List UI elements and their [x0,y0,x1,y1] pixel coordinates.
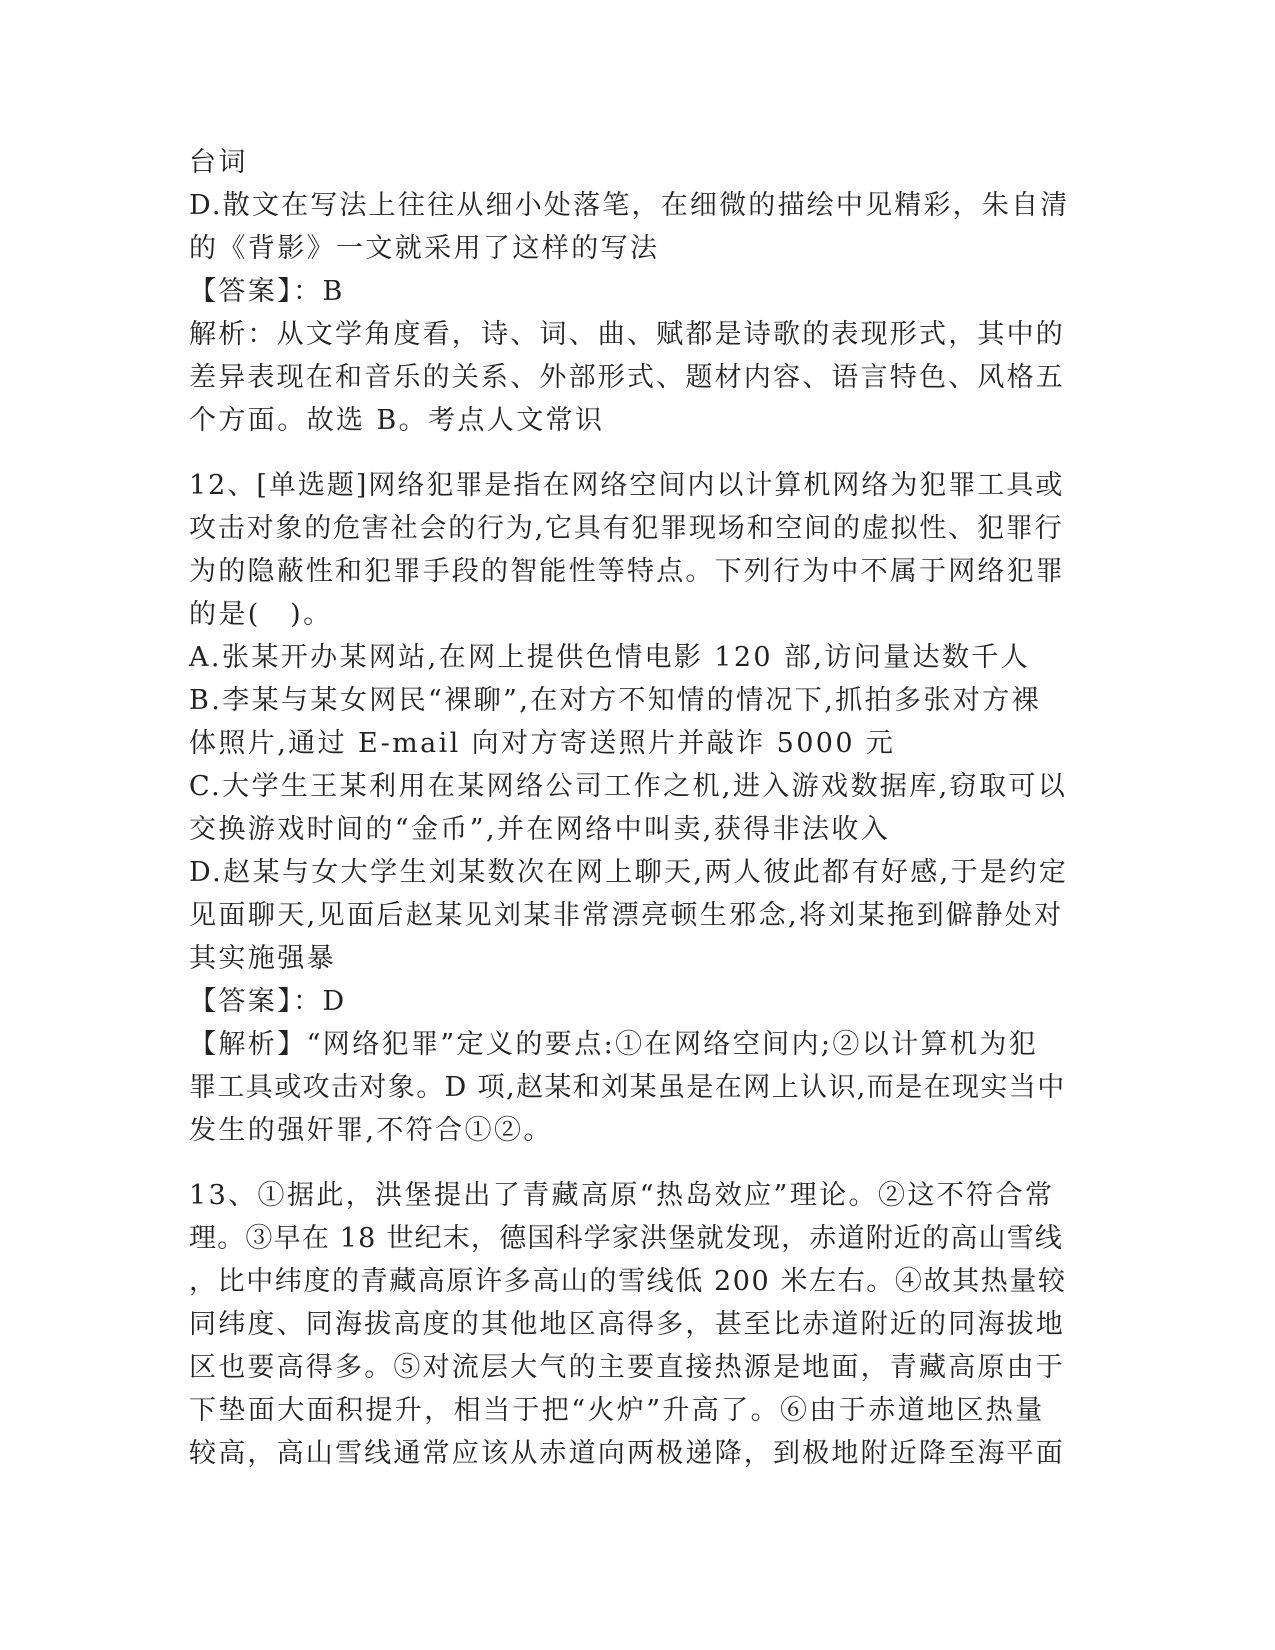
option-a: A.张某开办某网站,在网上提供色情电影 120 部,访问量达数千人 [189,642,1031,673]
question-11-tail [189,141,1069,442]
explanation-line: 差异表现在和音乐的关系、外部形式、题材内容、语言特色、风格五 [189,362,1065,393]
explanation-line: 个方面。故选 B。考点人文常识 [189,405,605,436]
option-d-continued: 其实施强暴 [189,943,336,974]
explanation-line: 解析：从文学角度看，诗、词、曲、赋都是诗歌的表现形式，其中的 [189,319,1065,350]
explanation-line: 罪工具或攻击对象。D 项,赵某和刘某虽是在网上认识,而是在现实当中 [189,1072,1066,1103]
question-stem-line: 理。③早在 18 世纪末，德国科学家洪堡就发现，赤道附近的高山雪线 [189,1223,1064,1254]
text-line: 的《背影》一文就采用了这样的写法 [189,233,660,264]
option-c-continued: 交换游戏时间的“金币”,并在网络中叫卖,获得非法收入 [189,814,891,845]
question-stem-line: 同纬度、同海拔高度的其他地区高得多，甚至比赤道附近的同海拔地 [189,1309,1065,1340]
question-stem-line: 的是( )。 [189,599,333,630]
question-stem-line: ，比中纬度的青藏高原许多高山的雪线低 200 米左右。④故其热量较 [189,1266,1067,1297]
document-page [189,141,1069,1475]
question-stem-line: 区也要高得多。⑤对流层大气的主要直接热源是地面，青藏高原由于 [189,1352,1065,1383]
option-b-continued: 体照片,通过 E-mail 向对方寄送照片并敲诈 5000 元 [189,728,896,759]
option-d: D.散文在写法上往往从细小处落笔，在细微的描绘中见精彩，朱自清 [189,190,1070,221]
answer-label: 【答案】：B [189,276,345,307]
option-d: D.赵某与女大学生刘某数次在网上聊天,两人彼此都有好感,于是约定 [189,857,1069,888]
question-12 [189,464,1069,1152]
question-13 [189,1174,1069,1475]
question-stem-line: 攻击对象的危害社会的行为,它具有犯罪现场和空间的虚拟性、犯罪行 [189,513,1064,544]
question-stem-line: 13、①据此，洪堡提出了青藏高原“热岛效应”理论。②这不符合常 [189,1180,1055,1211]
explanation-line: 【解析】“网络犯罪”定义的要点:①在网络空间内;②以计算机为犯 [189,1029,1039,1060]
question-stem-line: 12、[单选题]网络犯罪是指在网络空间内以计算机网络为犯罪工具或 [189,470,1065,501]
text-line: 台词 [189,147,248,178]
explanation-line: 发生的强奸罪,不符合①②。 [189,1115,553,1146]
option-c: C.大学生王某利用在某网络公司工作之机,进入游戏数据库,窃取可以 [189,771,1068,802]
answer-label: 【答案】：D [189,986,347,1017]
question-stem-line: 为的隐蔽性和犯罪手段的智能性等特点。下列行为中不属于网络犯罪 [189,556,1065,587]
question-stem-line: 下垫面大面积提升，相当于把“火炉”升高了。⑥由于赤道地区热量 [189,1395,1045,1426]
question-stem-line: 较高，高山雪线通常应该从赤道向两极递降，到极地附近降至海平面 [189,1438,1065,1469]
option-b: B.李某与某女网民“裸聊”,在对方不知情的情况下,抓拍多张对方裸 [189,685,1041,716]
option-d-continued: 见面聊天,见面后赵某见刘某非常漂亮顿生邪念,将刘某拖到僻静处对 [189,900,1064,931]
